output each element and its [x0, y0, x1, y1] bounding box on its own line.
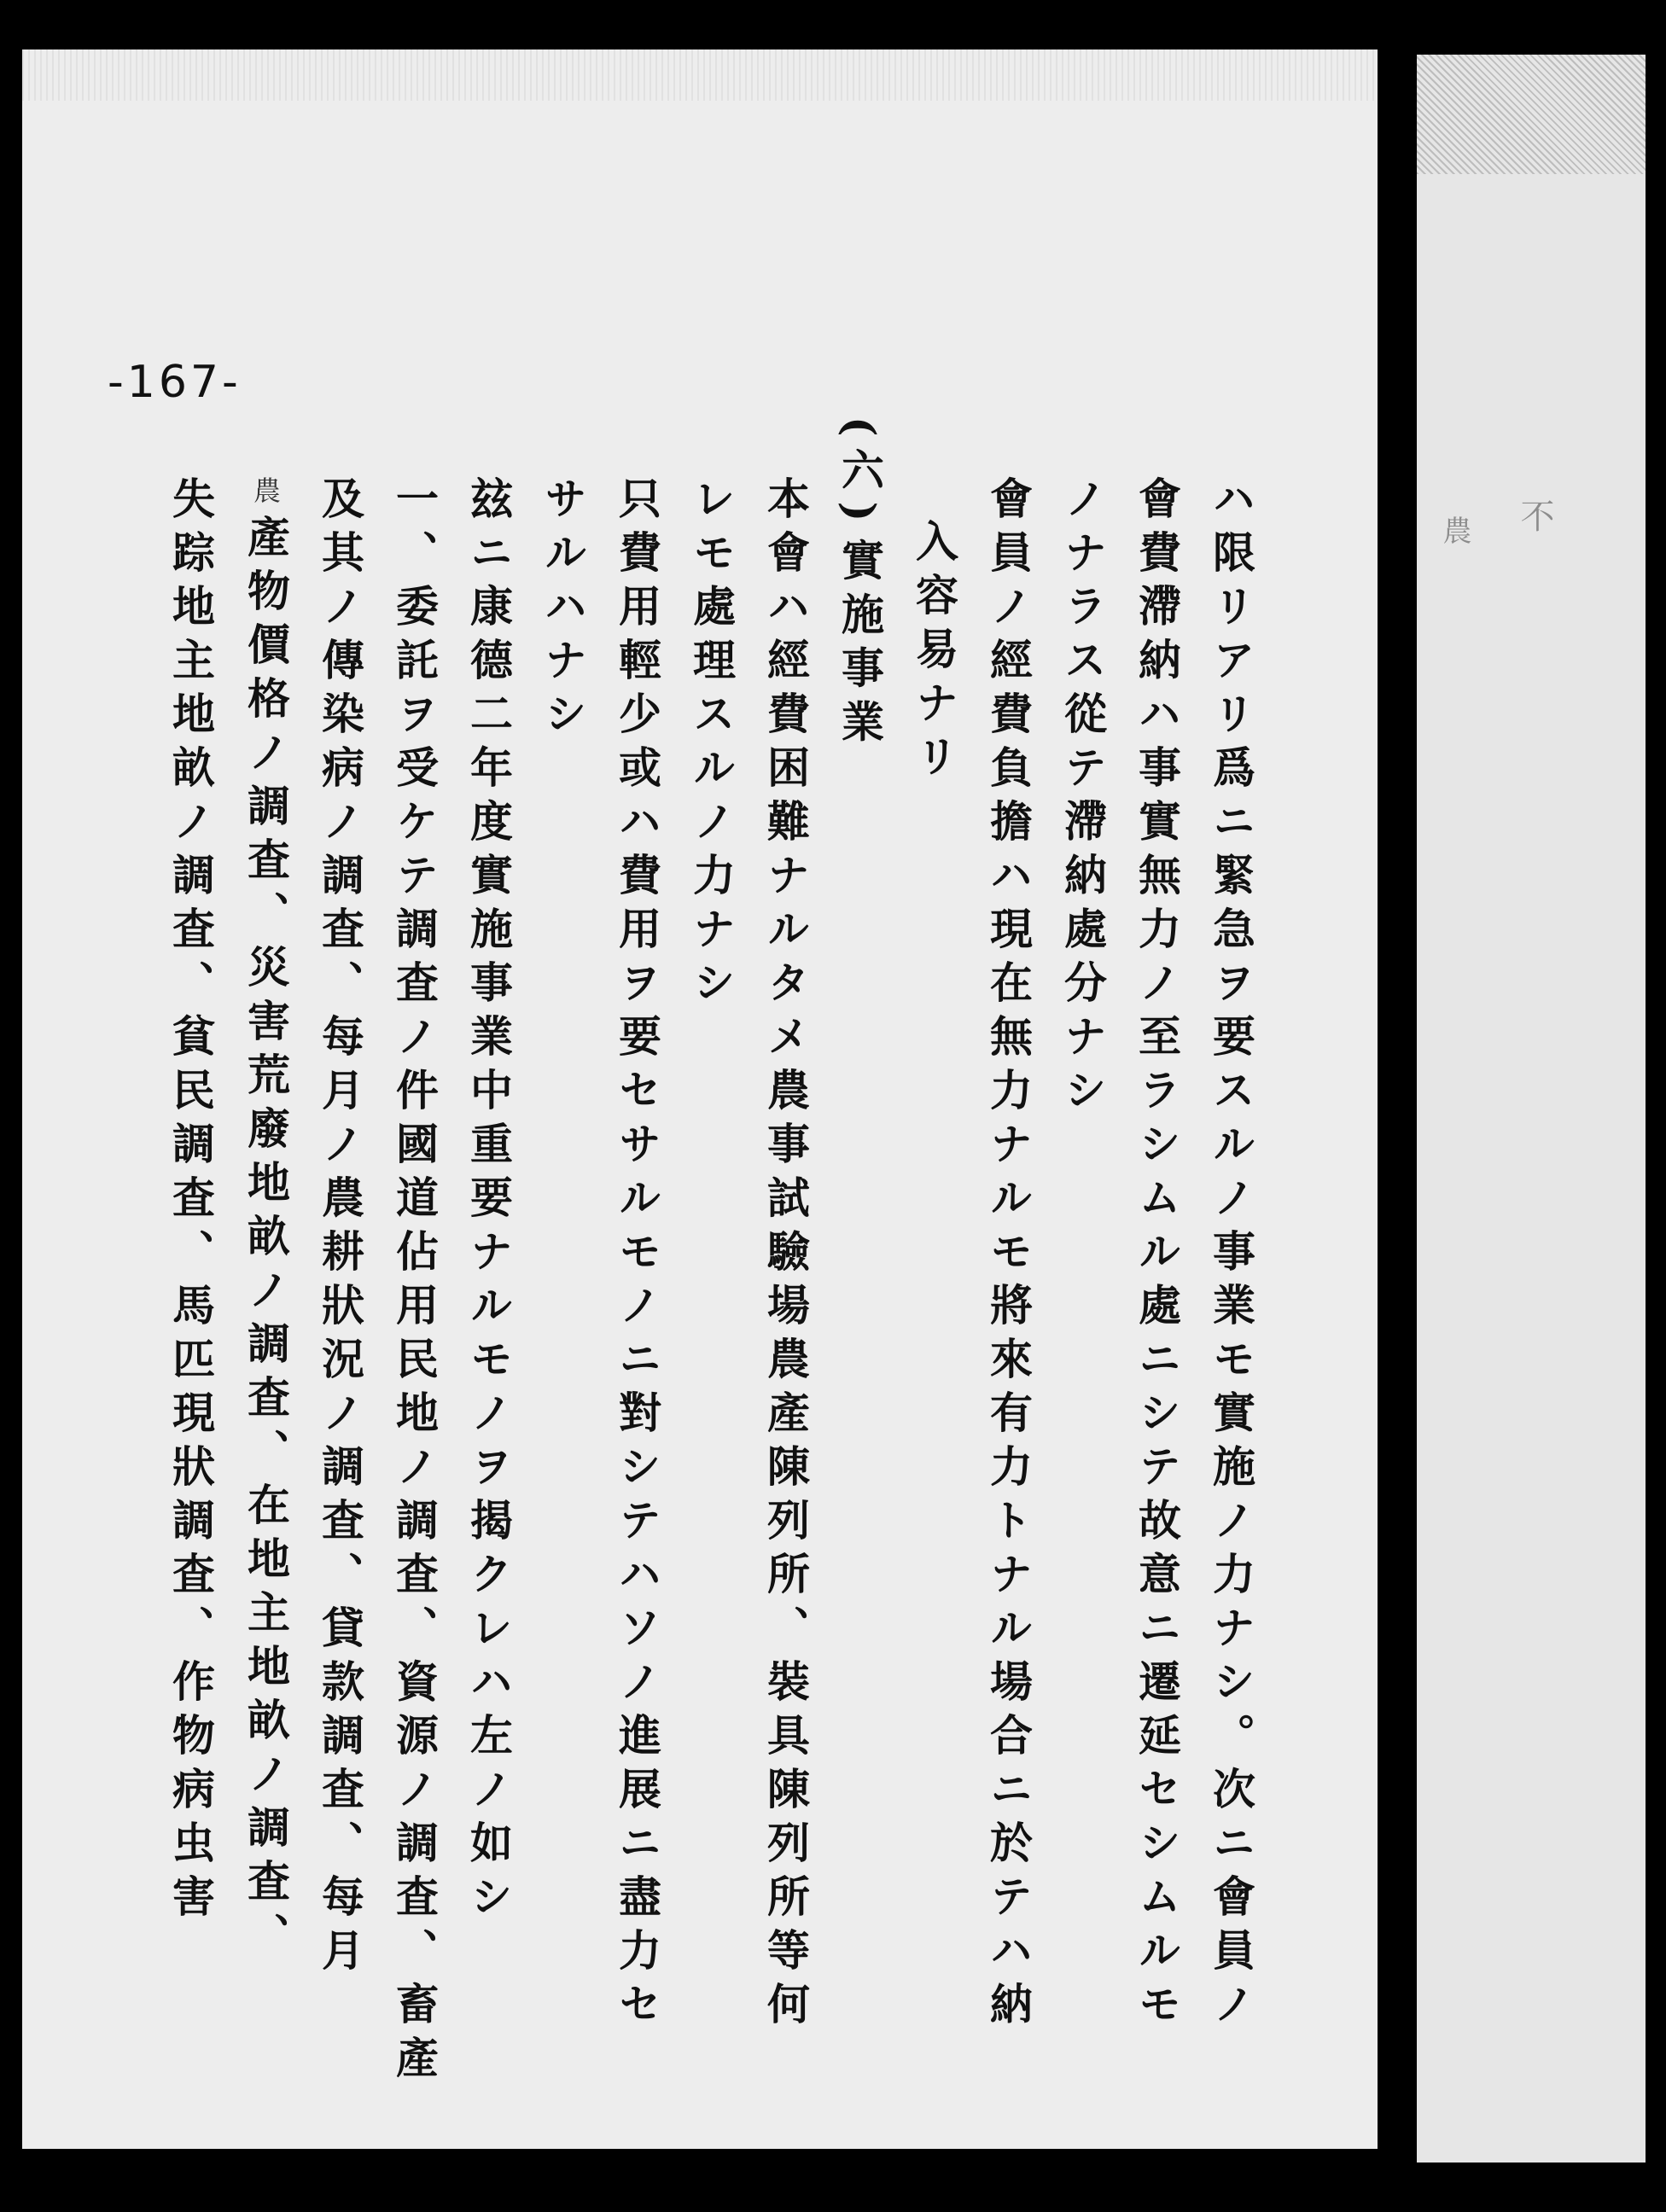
vertical-body-text [166, 416, 1268, 2098]
heading-text: 實施事業 [835, 538, 885, 754]
text-column: ノナラス從テ滯納處分ナシ [1057, 476, 1108, 1121]
text-column: 會費滯納ハ事實無力ノ至ラシムル處ニシテ故意ニ遷延セシムルモ [1132, 476, 1182, 2035]
text-column: 失踪地主地畝ノ調査、貧民調査、馬匹現狀調査、作物病虫害 [166, 476, 216, 1928]
book-spine [1381, 34, 1412, 2168]
faded-text: 不 [1515, 498, 1554, 546]
adjacent-page [1417, 55, 1646, 2163]
document-page [22, 49, 1378, 2149]
section-heading [823, 416, 897, 2098]
text-column: 入容易ナリ [909, 519, 959, 788]
text-column: 會員ノ經費負擔ハ現在無力ナルモ將來有力トナル場合ニ於テハ納 [983, 476, 1034, 2035]
text-column: ハ限リアリ爲ニ緊急ヲ要スルノ事業モ實施ノ力ナシ。次ニ會員ノ [1206, 476, 1256, 2035]
text-column: 只費用輕少或ハ費用ヲ要セサルモノニ對シテハソノ進展ニ盡力セ [612, 476, 662, 2035]
margin-note: 農 [249, 476, 282, 515]
text-run: 產物價格ノ調査、災害荒廢地畝ノ調査、在地主地畝ノ調査、 [241, 515, 291, 1966]
heading-mark: (六) [835, 416, 885, 533]
text-column: 本會ハ經費困難ナルタメ農事試驗場農產陳列所、裝具陳列所等何 [760, 476, 811, 2035]
text-column: 及其ノ傳染病ノ調査、每月ノ農耕狀況ノ調査、貸款調査、每月 [315, 476, 365, 1982]
text-column: レモ處理スルノ力ナシ [686, 476, 737, 1014]
scan-noise [22, 49, 1378, 101]
faded-text: 農 [1437, 515, 1471, 558]
text-column: 一、委託ヲ受ケテ調査ノ件國道佔用民地ノ調査、資源ノ調査、畜產 [389, 476, 440, 2089]
text-column: サルハナシ [538, 476, 588, 745]
text-column: 玆ニ康德二年度實施事業中重要ナルモノヲ揭クレハ左ノ如シ [463, 476, 514, 1928]
page-number: -167- [108, 357, 242, 408]
scan-noise [1417, 55, 1646, 174]
text-column [228, 476, 303, 2098]
